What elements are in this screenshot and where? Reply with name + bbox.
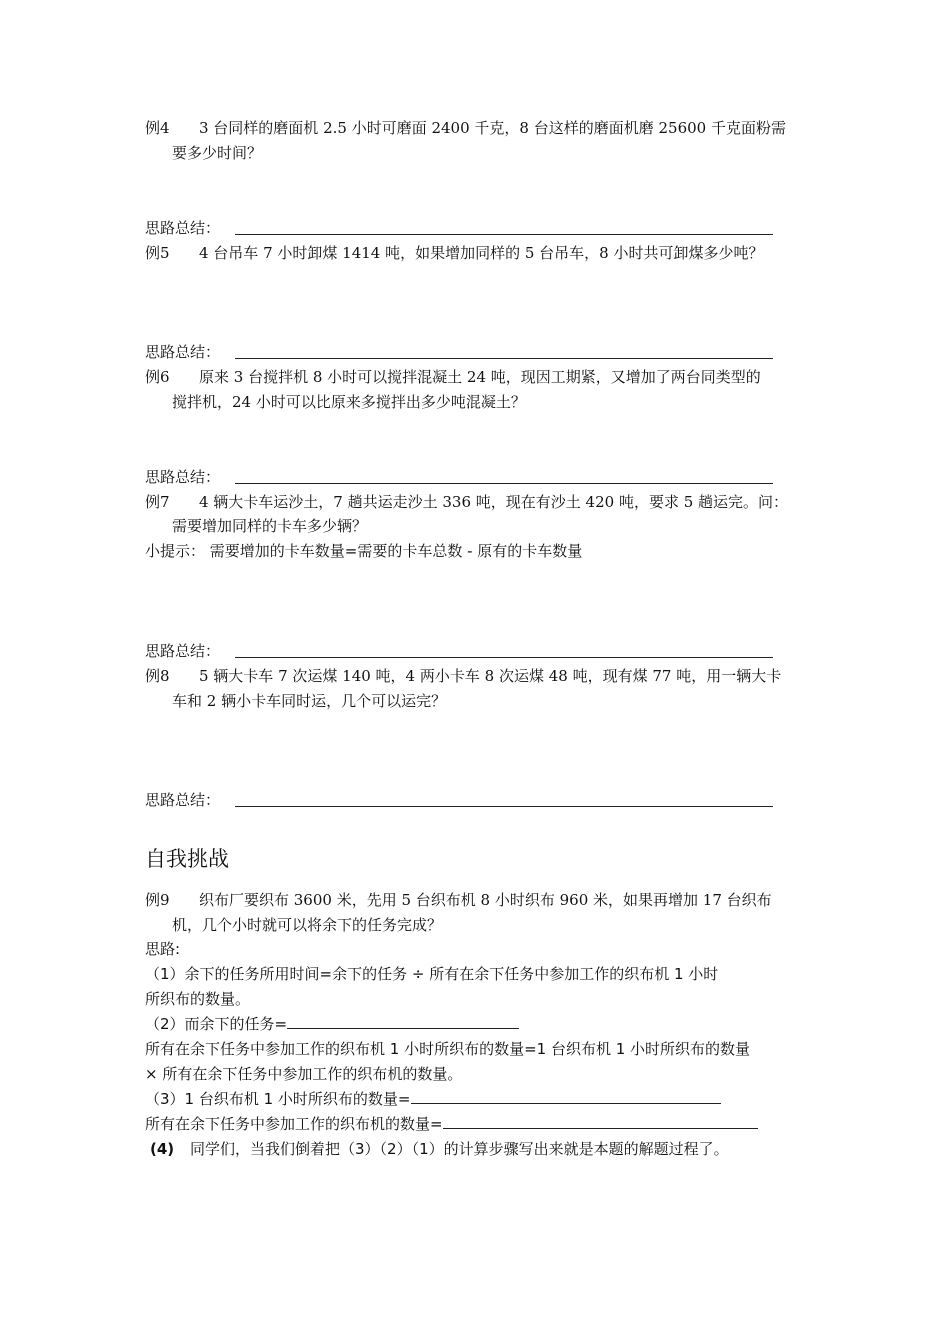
example-label: 例9: [145, 891, 170, 909]
example-label: 例5: [145, 244, 170, 262]
example-text: 4 台吊车 7 小时卸煤 1414 吨，如果增加同样的 5 台吊车，8 小时共可卸煤多少吨？: [199, 244, 764, 262]
example-label: 例4: [145, 119, 170, 137]
step-3-blank[interactable]: [411, 1089, 721, 1104]
thinking-step-1: （1）余下的任务所用时间=余下的任务 ÷ 所有在余下任务中参加工作的织布机 1 小时: [145, 965, 719, 983]
example-9: [145, 890, 772, 910]
summary-label: 思路总结：: [145, 791, 221, 809]
summary-label: 思路总结：: [145, 642, 221, 660]
example-6: [145, 367, 761, 387]
example-4-cont: 要多少时间？: [172, 144, 263, 162]
thinking-step-2-b: 所有在余下任务中参加工作的织布机 1 小时所织布的数量=1 台织布机 1 小时所织布的数量: [145, 1040, 751, 1058]
thinking-step-3-b: [145, 1114, 758, 1134]
thinking-step-1-cont: 所织布的数量。: [145, 990, 251, 1008]
example-text: 3 台同样的磨面机 2.5 小时可磨面 2400 千克，8 台这样的磨面机磨 25600 千克面粉需: [199, 119, 786, 137]
summary-line: [145, 218, 220, 238]
step-3b-blank[interactable]: [443, 1114, 758, 1129]
summary-line: [145, 467, 220, 487]
summary-label: 思路总结：: [145, 343, 221, 361]
example-text: 4 辆大卡车运沙土，7 趟共运走沙土 336 吨，现在有沙土 420 吨，要求 5 趟运完。问：: [199, 493, 789, 511]
step-2-text: （2）而余下的任务=: [145, 1015, 288, 1033]
example-label: 例7: [145, 493, 170, 511]
example-5: [145, 243, 764, 263]
example-7: [145, 492, 788, 512]
example-text: 5 辆大卡车 7 次运煤 140 吨，4 两小卡车 8 次运煤 48 吨，现有煤 77 吨，用一辆大卡: [199, 667, 782, 685]
example-text: 原来 3 台搅拌机 8 小时可以搅拌混凝土 24 吨，现因工期紧，又增加了两台同类型的: [199, 368, 761, 386]
thinking-step-2: [145, 1014, 519, 1034]
step-2-blank[interactable]: [287, 1014, 519, 1029]
summary-line: [145, 641, 220, 661]
thinking-label: 思路:: [145, 940, 181, 958]
summary-blank[interactable]: [235, 792, 773, 807]
step-4-number: (4): [150, 1140, 175, 1158]
summary-blank[interactable]: [235, 220, 773, 235]
summary-line: [145, 342, 220, 362]
hint: 小提示： 需要增加的卡车数量=需要的卡车总数 - 原有的卡车数量: [145, 542, 583, 560]
summary-blank[interactable]: [235, 643, 773, 658]
example-7-cont: 需要增加同样的卡车多少辆？: [172, 517, 368, 535]
step-3-text: （3）1 台织布机 1 小时所织布的数量=: [145, 1090, 411, 1108]
thinking-step-4: [150, 1139, 729, 1159]
example-8-cont: 车和 2 辆小卡车同时运，几个可以运完？: [172, 692, 447, 710]
summary-blank[interactable]: [235, 344, 773, 359]
section-title: 自我挑战: [145, 847, 229, 871]
summary-blank[interactable]: [235, 469, 773, 484]
example-9-cont: 机，几个小时就可以将余下的任务完成？: [172, 916, 443, 934]
summary-label: 思路总结：: [145, 219, 221, 237]
thinking-step-3: [145, 1089, 721, 1109]
example-6-cont: 搅拌机，24 小时可以比原来多搅拌出多少吨混凝土？: [172, 393, 526, 411]
summary-line: [145, 790, 220, 810]
example-label: 例8: [145, 667, 170, 685]
example-4: [145, 118, 786, 138]
step-3b-text: 所有在余下任务中参加工作的织布机的数量=: [145, 1115, 443, 1133]
step-4-text: 同学们，当我们倒着把（3）（2）（1）的计算步骤写出来就是本题的解题过程了。: [190, 1140, 729, 1158]
example-text: 织布厂要织布 3600 米，先用 5 台织布机 8 小时织布 960 米，如果再增加 17 台织布: [199, 891, 772, 909]
example-8: [145, 666, 781, 686]
example-label: 例6: [145, 368, 170, 386]
summary-label: 思路总结：: [145, 468, 221, 486]
thinking-step-2-c: × 所有在余下任务中参加工作的织布机的数量。: [145, 1065, 463, 1083]
